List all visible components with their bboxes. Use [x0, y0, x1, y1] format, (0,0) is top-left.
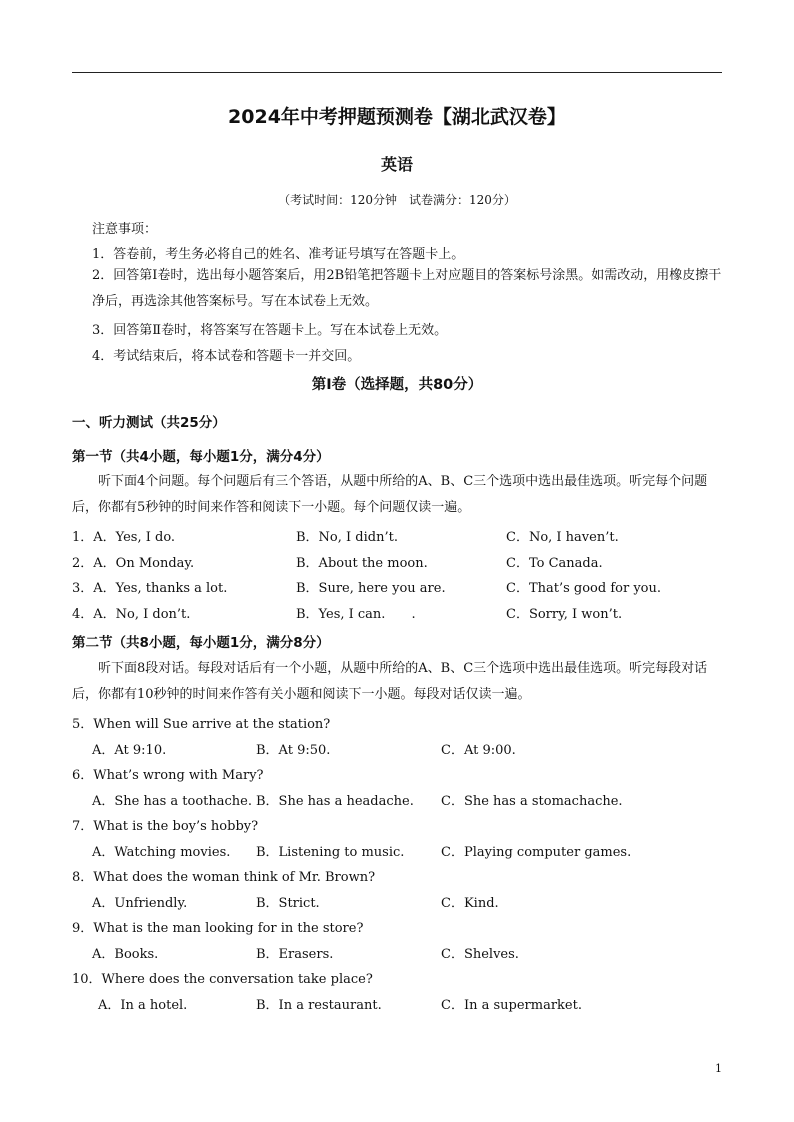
option-a: A．At 9:10.	[92, 743, 167, 758]
option-c: C．In a supermarket.	[441, 998, 582, 1013]
notice-item: 1．答卷前，考生务必将自己的姓名、准考证号填写在答题卡上。	[92, 247, 465, 262]
question-text: 10．Where does the conversation take place?	[72, 972, 373, 987]
question-row	[72, 994, 722, 1014]
question-text: 6．What’s wrong with Mary?	[72, 768, 264, 783]
header-rule	[72, 72, 722, 73]
option-a: A．Unfriendly.	[92, 896, 188, 911]
option-b: B．She has a headache.	[256, 794, 414, 809]
notice-item: 2．回答第Ⅰ卷时，选出每小题答案后，用2B铅笔把答题卡上对应题目的答案标号涂黑。如需改动，用橡皮擦干净后，再选涂其他答案标号。写在本试卷上无效。	[92, 268, 722, 309]
question-row	[72, 603, 722, 623]
section1-heading: 一、听力测试（共25分）	[72, 415, 226, 431]
option-c: C．Sorry, I won’t.	[506, 607, 623, 622]
option-c: C．Kind.	[441, 896, 499, 911]
option-b: B．About the moon.	[296, 556, 428, 571]
option-b: B．Erasers.	[256, 947, 334, 962]
question-row	[72, 790, 722, 810]
exam-info: （考试时间：120分钟 试卷满分：120分）	[278, 193, 516, 207]
option-b: B．At 9:50.	[256, 743, 331, 758]
part1-heading: 第Ⅰ卷（选择题，共80分）	[311, 377, 483, 393]
question-stem	[72, 968, 722, 988]
option-b: B．No, I didn’t.	[296, 530, 398, 545]
question-row	[72, 552, 722, 572]
subsection1-heading: 第一节（共4小题，每小题1分，满分4分）	[72, 449, 330, 465]
option-a: 1．A．Yes, I do.	[72, 530, 176, 545]
option-a: 3．A．Yes, thanks a lot.	[72, 581, 228, 596]
option-c: C．Playing computer games.	[441, 845, 632, 860]
option-b: B．Sure, here you are.	[296, 581, 446, 596]
option-c: C．No, I haven’t.	[506, 530, 619, 545]
notice-item: 4．考试结束后，将本试卷和答题卡一并交回。	[92, 349, 361, 364]
option-a: 4．A．No, I don’t.	[72, 607, 191, 622]
option-c: C．She has a stomachache.	[441, 794, 623, 809]
question-row	[72, 577, 722, 597]
question-stem	[72, 815, 722, 835]
question-text: 9．What is the man looking for in the store?	[72, 921, 364, 936]
option-a: A．She has a toothache.	[92, 794, 253, 809]
option-b: B．Listening to music.	[256, 845, 405, 860]
question-stem	[72, 917, 722, 937]
option-c: C．To Canada.	[506, 556, 603, 571]
notice-heading: 注意事项：	[92, 222, 158, 237]
option-c: C．That’s good for you.	[506, 581, 661, 596]
option-a: A．In a hotel.	[98, 998, 188, 1013]
option-b: B．In a restaurant.	[256, 998, 382, 1013]
question-stem	[72, 866, 722, 886]
question-row	[72, 526, 722, 546]
question-row	[72, 841, 722, 861]
option-b: B．Yes, I can. .	[296, 607, 416, 622]
subsection2-instructions: 听下面8段对话。每段对话后有一个小题，从题中所给的A、B、C三个选项中选出最佳选项。听完每段对话后，你都有10秒钟的时间来作答有关小题和阅读下一小题。每段对话仅读一遍。	[72, 661, 708, 702]
page-number: 1	[715, 1062, 722, 1075]
question-row	[72, 943, 722, 963]
subsection1-instructions: 听下面4个问题。每个问题后有三个答语，从题中所给的A、B、C三个选项中选出最佳选项。听完每个问题后，你都有5秒钟的时间来作答和阅读下一小题。每个问题仅读一遍。	[72, 474, 708, 515]
question-stem	[72, 713, 722, 733]
subject-title: 英语	[380, 155, 413, 174]
question-row	[72, 739, 722, 759]
option-c: C．At 9:00.	[441, 743, 516, 758]
question-text: 5．When will Sue arrive at the station?	[72, 717, 331, 732]
question-row	[72, 892, 722, 912]
question-text: 8．What does the woman think of Mr. Brown?	[72, 870, 376, 885]
option-a: A．Watching movies.	[92, 845, 231, 860]
subsection2-heading: 第二节（共8小题，每小题1分，满分8分）	[72, 635, 330, 651]
question-stem	[72, 764, 722, 784]
option-a: 2．A．On Monday.	[72, 556, 195, 571]
option-a: A．Books.	[92, 947, 159, 962]
option-c: C．Shelves.	[441, 947, 519, 962]
question-text: 7．What is the boy’s hobby?	[72, 819, 259, 834]
option-b: B．Strict.	[256, 896, 320, 911]
notice-item: 3．回答第Ⅱ卷时，将答案写在答题卡上。写在本试卷上无效。	[92, 323, 448, 338]
page-title: 2024年中考押题预测卷【湖北武汉卷】	[228, 106, 566, 128]
